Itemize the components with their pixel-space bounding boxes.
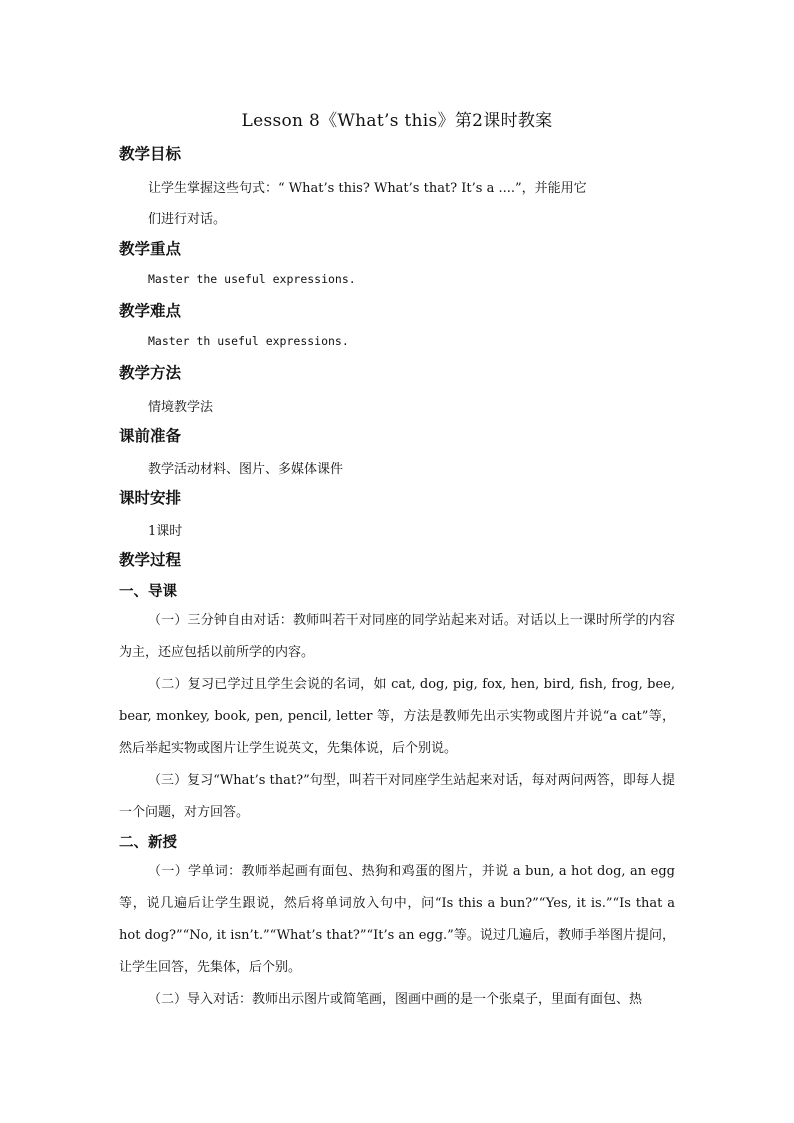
- objectives-line-1: 让学生掌握这些句式：“ What’s this? What’s that? It’s a ....”，并能用它: [148, 181, 587, 196]
- part-2-paragraph-2: （二）导入对话：教师出示图片或简笔画，图画中画的是一个张桌子，里面有面包、热: [148, 992, 643, 1007]
- page-title: Lesson 8《What’s this》第2课时教案: [241, 111, 553, 131]
- part-1-paragraph-3: （三）复习“What’s that?”句型，叫若干对同座学生站起来对话，每对两问两答，即每人提一个问题，对方回答。: [119, 773, 675, 820]
- key-points-text: Master the useful expressions.: [148, 272, 356, 286]
- heading-process: 教学过程: [119, 551, 182, 569]
- heading-objectives: 教学目标: [119, 145, 182, 163]
- difficulties-text: Master th useful expressions.: [148, 334, 349, 348]
- part-1-paragraph-1: （一）三分钟自由对话：教师叫若干对同座的同学站起来对话。对话以上一课时所学的内容为主，还应包括以前所学的内容。: [119, 613, 675, 660]
- heading-key-points: 教学重点: [119, 240, 182, 258]
- heading-difficulties: 教学难点: [119, 302, 182, 320]
- preparation-text: 教学活动材料、图片、多媒体课件: [148, 462, 344, 477]
- part-1-paragraph-2: （二）复习已学过且学生会说的名词，如 cat, dog, pig, fox, hen, bird, fish, frog, bee, bear, monkey, book, pen, pencil, letter 等，方法是教师先出示实物或图片并说“a cat”等，然后举起实物或图片让学生说英文，先集体说，后个别说。: [119, 677, 675, 756]
- heading-schedule: 课时安排: [119, 489, 182, 507]
- schedule-text: 1课时: [148, 524, 183, 539]
- heading-part-1: 一、导课: [119, 584, 177, 600]
- heading-preparation: 课前准备: [119, 427, 182, 445]
- heading-part-2: 二、新授: [119, 835, 177, 851]
- objectives-line-2: 们进行对话。: [148, 212, 227, 227]
- methods-text: 情境教学法: [148, 400, 214, 415]
- part-2-paragraph-1: （一）学单词：教师举起画有面包、热狗和鸡蛋的图片，并说 a bun, a hot dog, an egg 等，说几遍后让学生跟说，然后将单词放入句中，问“Is this a bun?”“Yes, it is.”“Is that a hot dog?”“No, it isn’t.”“What’s that?”“It’s an egg.”等。说过几遍后，教师手举图片提问，让学生回答，先集体，后个别。: [119, 864, 675, 975]
- heading-methods: 教学方法: [119, 364, 182, 382]
